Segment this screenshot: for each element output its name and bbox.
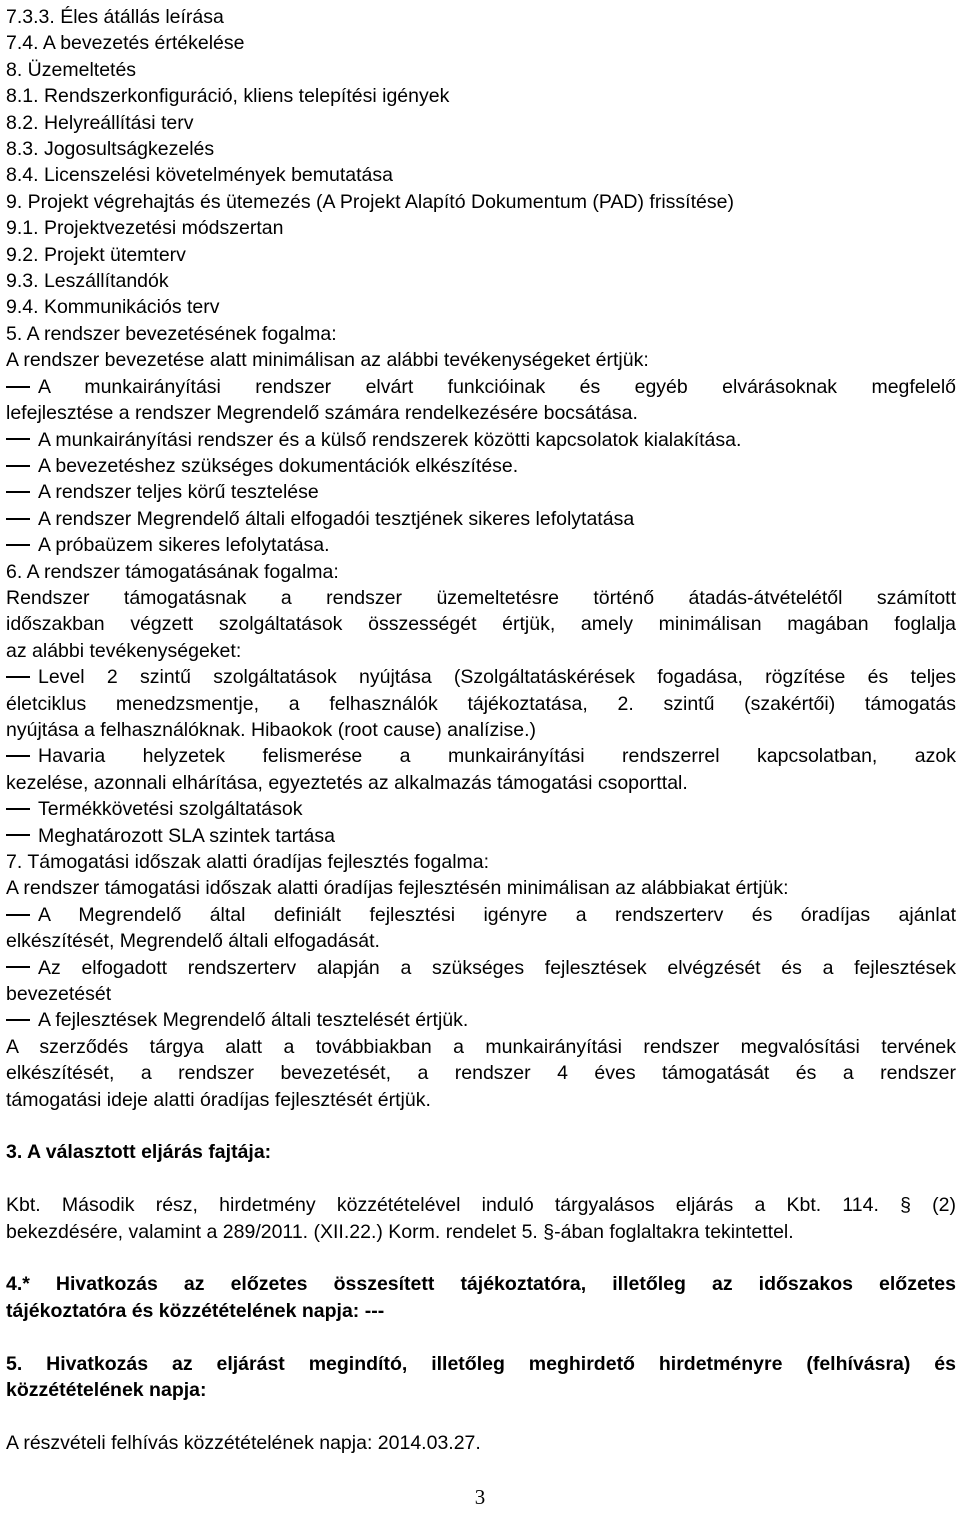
page-number: 3 [474,1485,486,1509]
list-item: A bevezetéshez szükséges dokumentációk elkészítése. [6,453,956,479]
toc-item: 9.4. Kommunikációs terv [6,296,220,319]
section-heading: 7. Támogatási időszak alatti óradíjas fejlesztés fogalma: [6,851,490,873]
list-item: A munkairányítási rendszer és a külső rendszerek közötti kapcsolatok kialakítása. [6,427,956,453]
toc-item: 9.2. Projekt ütemterv [6,243,186,266]
dash-bullet [6,438,30,440]
list-item-continuation: elkészítését, Megrendelő általi elfogadását. [6,930,380,953]
dash-bullet [6,491,30,493]
dash-bullet [6,1019,30,1021]
point-5 [6,1351,956,1457]
toc-item: 8.1. Rendszerkonfiguráció, kliens telepítési igények [6,85,450,108]
point-3 [6,1139,956,1245]
toc-item: 9. Projekt végrehajtás és ütemezés (A Projekt Alapító Dokumentum (PAD) frissítése) [6,190,734,213]
list-item: Havaria helyzetek felismerése a munkairányítási rendszerrel kapcsolatban, azok [6,743,956,769]
paragraph-line: bekezdésére, valamint a 289/2011. (XII.22.) Korm. rendelet 5. §-ában foglaltakra tekintettel. [6,1220,794,1243]
toc-item: 8.2. Helyreállítási terv [6,111,194,134]
toc-item: 9.1. Projektvezetési módszertan [6,217,284,240]
spacer [6,1245,956,1271]
point-heading: 4.* Hivatkozás az előzetes összesített tájékoztatóra, illetőleg az időszakos előzetes [6,1273,956,1296]
toc-item: 9.3. Leszállítandók [6,270,169,293]
section-heading: 5. A rendszer bevezetésének fogalma: [6,322,337,345]
dash-bullet [6,465,30,467]
dash-bullet [6,808,30,810]
dash-bullet [6,834,30,836]
point-heading: tájékoztatóra és közzétételének napja: --- [6,1299,385,1322]
dash-bullet [6,755,30,757]
section-intro: A rendszer támogatási időszak alatti óradíjas fejlesztésén minimálisan az alábbiakat értjük: [6,877,789,900]
document-body [6,4,956,1456]
dash-bullet [6,914,30,916]
paragraph-line: A szerződés tárgya alatt a továbbiakban a munkairányítási rendszer megvalósítási tervének [6,1035,956,1058]
list-item: Level 2 szintű szolgáltatások nyújtása (Szolgáltatáskérések fogadása, rögzítése és teljes [6,664,956,690]
paragraph-line: elkészítését, a rendszer bevezetését, a rendszer 4 éves támogatását és a rendszer [6,1062,956,1085]
paragraph-line: támogatási ideje alatti óradíjas fejlesztését értjük. [6,1088,431,1111]
list-item-continuation: életciklus menedzsmentje, a felhasználók tájékoztatása, 2. szintű (szakértői) támogatás [6,692,956,715]
toc-item: 8.4. Licenszelési követelmények bemutatása [6,164,393,187]
dash-bullet [6,966,30,968]
toc-item: 8.3. Jogosultságkezelés [6,138,215,161]
dash-bullet [6,676,30,678]
point-heading: közzétételének napja: [6,1379,207,1402]
point-heading: 3. A választott eljárás fajtája: [6,1141,272,1164]
paragraph-line: Rendszer támogatásnak a rendszer üzemeltetésre történő átadás-átvételétől számított [6,586,956,609]
section-7 [6,849,956,1113]
list-item-continuation: lefejlesztése a rendszer Megrendelő számára rendelkezésére bocsátása. [6,402,638,425]
list-item-continuation: kezelése, azonnali elhárítása, egyeztetés az alkalmazás támogatási csoporttal. [6,771,688,794]
list-item: Termékkövetési szolgáltatások [6,796,956,822]
toc-item: 8. Üzemeltetés [6,58,137,81]
dash-bullet [6,386,30,388]
list-item-continuation: bevezetését [6,983,112,1006]
paragraph-line: időszakban végzett szolgáltatások összességét értjük, amely minimálisan magában foglalja [6,613,956,636]
list-item: A próbaüzem sikeres lefolytatása. [6,532,956,558]
list-item: Meghatározott SLA szintek tartása [6,823,956,849]
list-item: A Megrendelő által definiált fejlesztési igényre a rendszerterv és óradíjas ajánlat [6,902,956,928]
dash-bullet [6,544,30,546]
toc-list [6,4,956,321]
section-6 [6,559,956,849]
publication-date-line: A részvételi felhívás közzétételének napja: 2014.03.27. [6,1431,481,1454]
list-item: A rendszer Megrendelő általi elfogadói tesztjének sikeres lefolytatása [6,506,956,532]
dash-bullet [6,518,30,520]
paragraph-line: Kbt. Második rész, hirdetmény közzétételével induló tárgyalásos eljárás a Kbt. 114. § (2) [6,1194,956,1217]
list-item: A rendszer teljes körű tesztelése [6,479,956,505]
point-heading: 5. Hivatkozás az eljárást megindító, illetőleg meghirdető hirdetményre (felhívásra) és [6,1352,956,1375]
section-intro: A rendszer bevezetése alatt minimálisan az alábbi tevékenységeket értjük: [6,349,649,372]
list-item-continuation: nyújtása a felhasználóknak. Hibaokok (root cause) analízise.) [6,718,537,741]
list-item: A fejlesztések Megrendelő általi tesztelését értjük. [6,1007,956,1033]
paragraph-line: az alábbi tevékenységeket: [6,639,242,662]
section-heading: 6. A rendszer támogatásának fogalma: [6,560,339,583]
spacer [6,1113,956,1139]
spacer [6,1403,956,1429]
spacer [6,1166,956,1192]
section-5 [6,321,956,559]
toc-item: 7.4. A bevezetés értékelése [6,32,245,55]
toc-item: 7.3.3. Éles átállás leírása [6,6,224,28]
spacer [6,1324,956,1350]
point-4 [6,1271,956,1324]
list-item: A munkairányítási rendszer elvárt funkcióinak és egyéb elvárásoknak megfelelő [6,374,956,400]
list-item: Az elfogadott rendszerterv alapján a szükséges fejlesztések elvégzését és a fejlesztések [6,955,956,981]
